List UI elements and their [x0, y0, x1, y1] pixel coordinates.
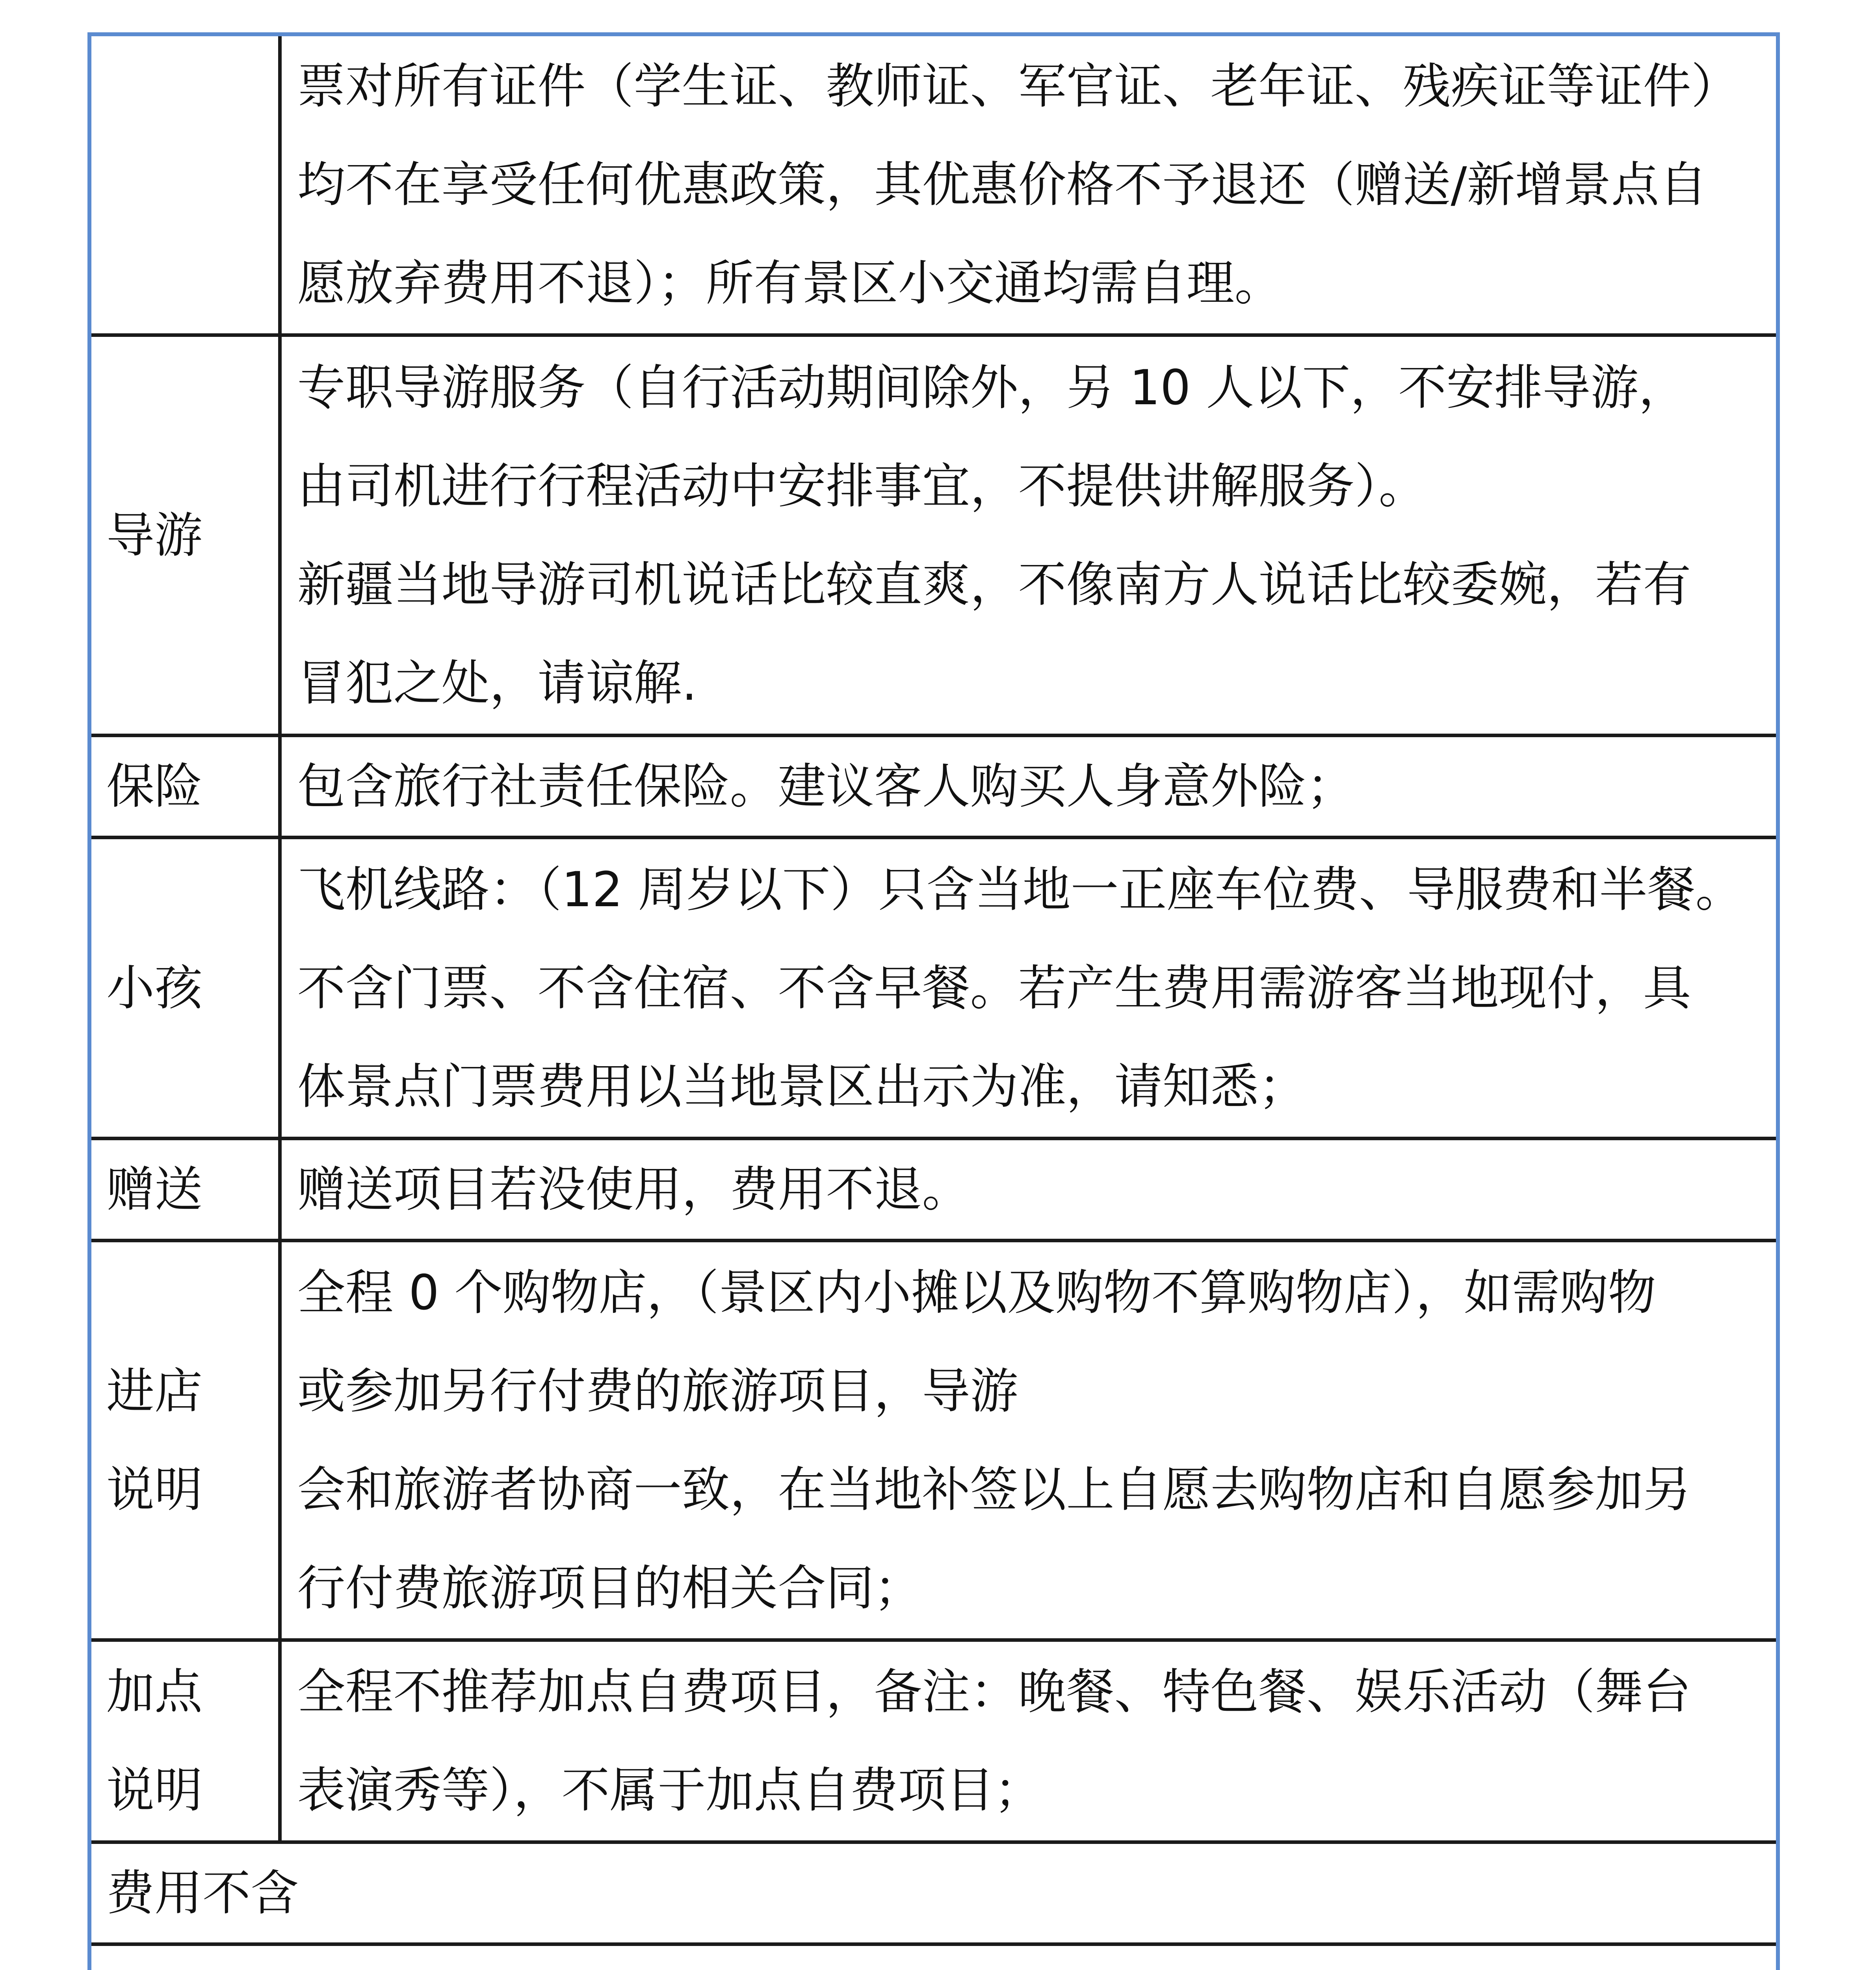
content-line: 或参加另行付费的旅游项目，导游 [297, 1363, 1018, 1419]
row-content [280, 838, 1776, 1139]
content-line: 由司机进行行程活动中安排事宜，不提供讲解服务）。 [297, 458, 1427, 514]
row-label-guide [91, 335, 280, 736]
content-line: 票对所有证件（学生证、教师证、军官证、老年证、残疾证等证件） [297, 58, 1739, 114]
row-content [280, 1139, 1776, 1241]
content-line: 愿放弃费用不退）；所有景区小交通均需自理。 [297, 255, 1283, 311]
content-line: 会和旅游者协商一致，在当地补签以上自愿去购物店和自愿参加另 [297, 1461, 1691, 1518]
table-row [91, 838, 1776, 1139]
table-row [91, 1241, 1776, 1640]
excluded-heading: 费用不含 [106, 1865, 299, 1921]
label-line: 加点 [106, 1664, 202, 1720]
content-line: 冒犯之处，请谅解. [297, 655, 697, 711]
row-label-empty [91, 36, 280, 335]
row-content [280, 1640, 1776, 1842]
label-line: 小孩 [106, 960, 202, 1016]
table-row [91, 36, 1776, 335]
content-line: 体景点门票费用以当地景区出示为准，请知悉； [297, 1058, 1307, 1115]
excluded-heading-cell [91, 1842, 1776, 1944]
label-line: 保险 [106, 758, 202, 814]
content-line: 包含旅行社责任保险。建议客人购买人身意外险； [297, 758, 1355, 814]
content-line: 飞机线路：（12 周岁以下）只含当地一正座车位费、导服费和半餐。 [297, 861, 1744, 918]
row-content [280, 1241, 1776, 1640]
table-row [91, 335, 1776, 736]
table-row [91, 1944, 1776, 1970]
label-line: 进店 [106, 1363, 202, 1419]
content-line: 专职导游服务（自行活动期间除外，另 10 人以下，不安排导游， [297, 359, 1687, 416]
table-row [91, 736, 1776, 838]
excluded-line [106, 1950, 1764, 1970]
label-line: 赠送 [106, 1162, 202, 1217]
table-row [91, 1640, 1776, 1842]
row-content [280, 736, 1776, 838]
row-label-gift [91, 1139, 280, 1241]
table-row [91, 1842, 1776, 1944]
content-line: 均不在享受任何优惠政策，其优惠价格不予退还（赠送/新增景点自 [297, 157, 1707, 213]
row-content [280, 335, 1776, 736]
table-row [91, 1139, 1776, 1241]
row-label-child [91, 838, 280, 1139]
label-line: 导游 [106, 507, 202, 563]
excluded-list-cell [91, 1944, 1776, 1970]
row-content [280, 36, 1776, 335]
content-line: 行付费旅游项目的相关合同； [297, 1560, 922, 1616]
content-line: 不含门票、不含住宿、不含早餐。若产生费用需游客当地现付，具 [297, 960, 1691, 1016]
row-label-extras [91, 1640, 280, 1842]
content-line: 全程不推荐加点自费项目，备注：晚餐、特色餐、娱乐活动（舞台 [297, 1664, 1691, 1720]
label-line: 说明 [106, 1461, 202, 1518]
content-line: 新疆当地导游司机说话比较直爽，不像南方人说话比较委婉，若有 [297, 556, 1691, 613]
row-label-insurance [91, 736, 280, 838]
row-label-shopping [91, 1241, 280, 1640]
itinerary-terms-table [91, 36, 1776, 1970]
content-line: 赠送项目若没使用，费用不退。 [297, 1162, 970, 1217]
content-line: 全程 0 个购物店，（景区内小摊以及购物不算购物店），如需购物 [297, 1264, 1656, 1321]
content-line: 表演秀等），不属于加点自费项目； [297, 1762, 1042, 1818]
label-line: 说明 [106, 1762, 202, 1818]
